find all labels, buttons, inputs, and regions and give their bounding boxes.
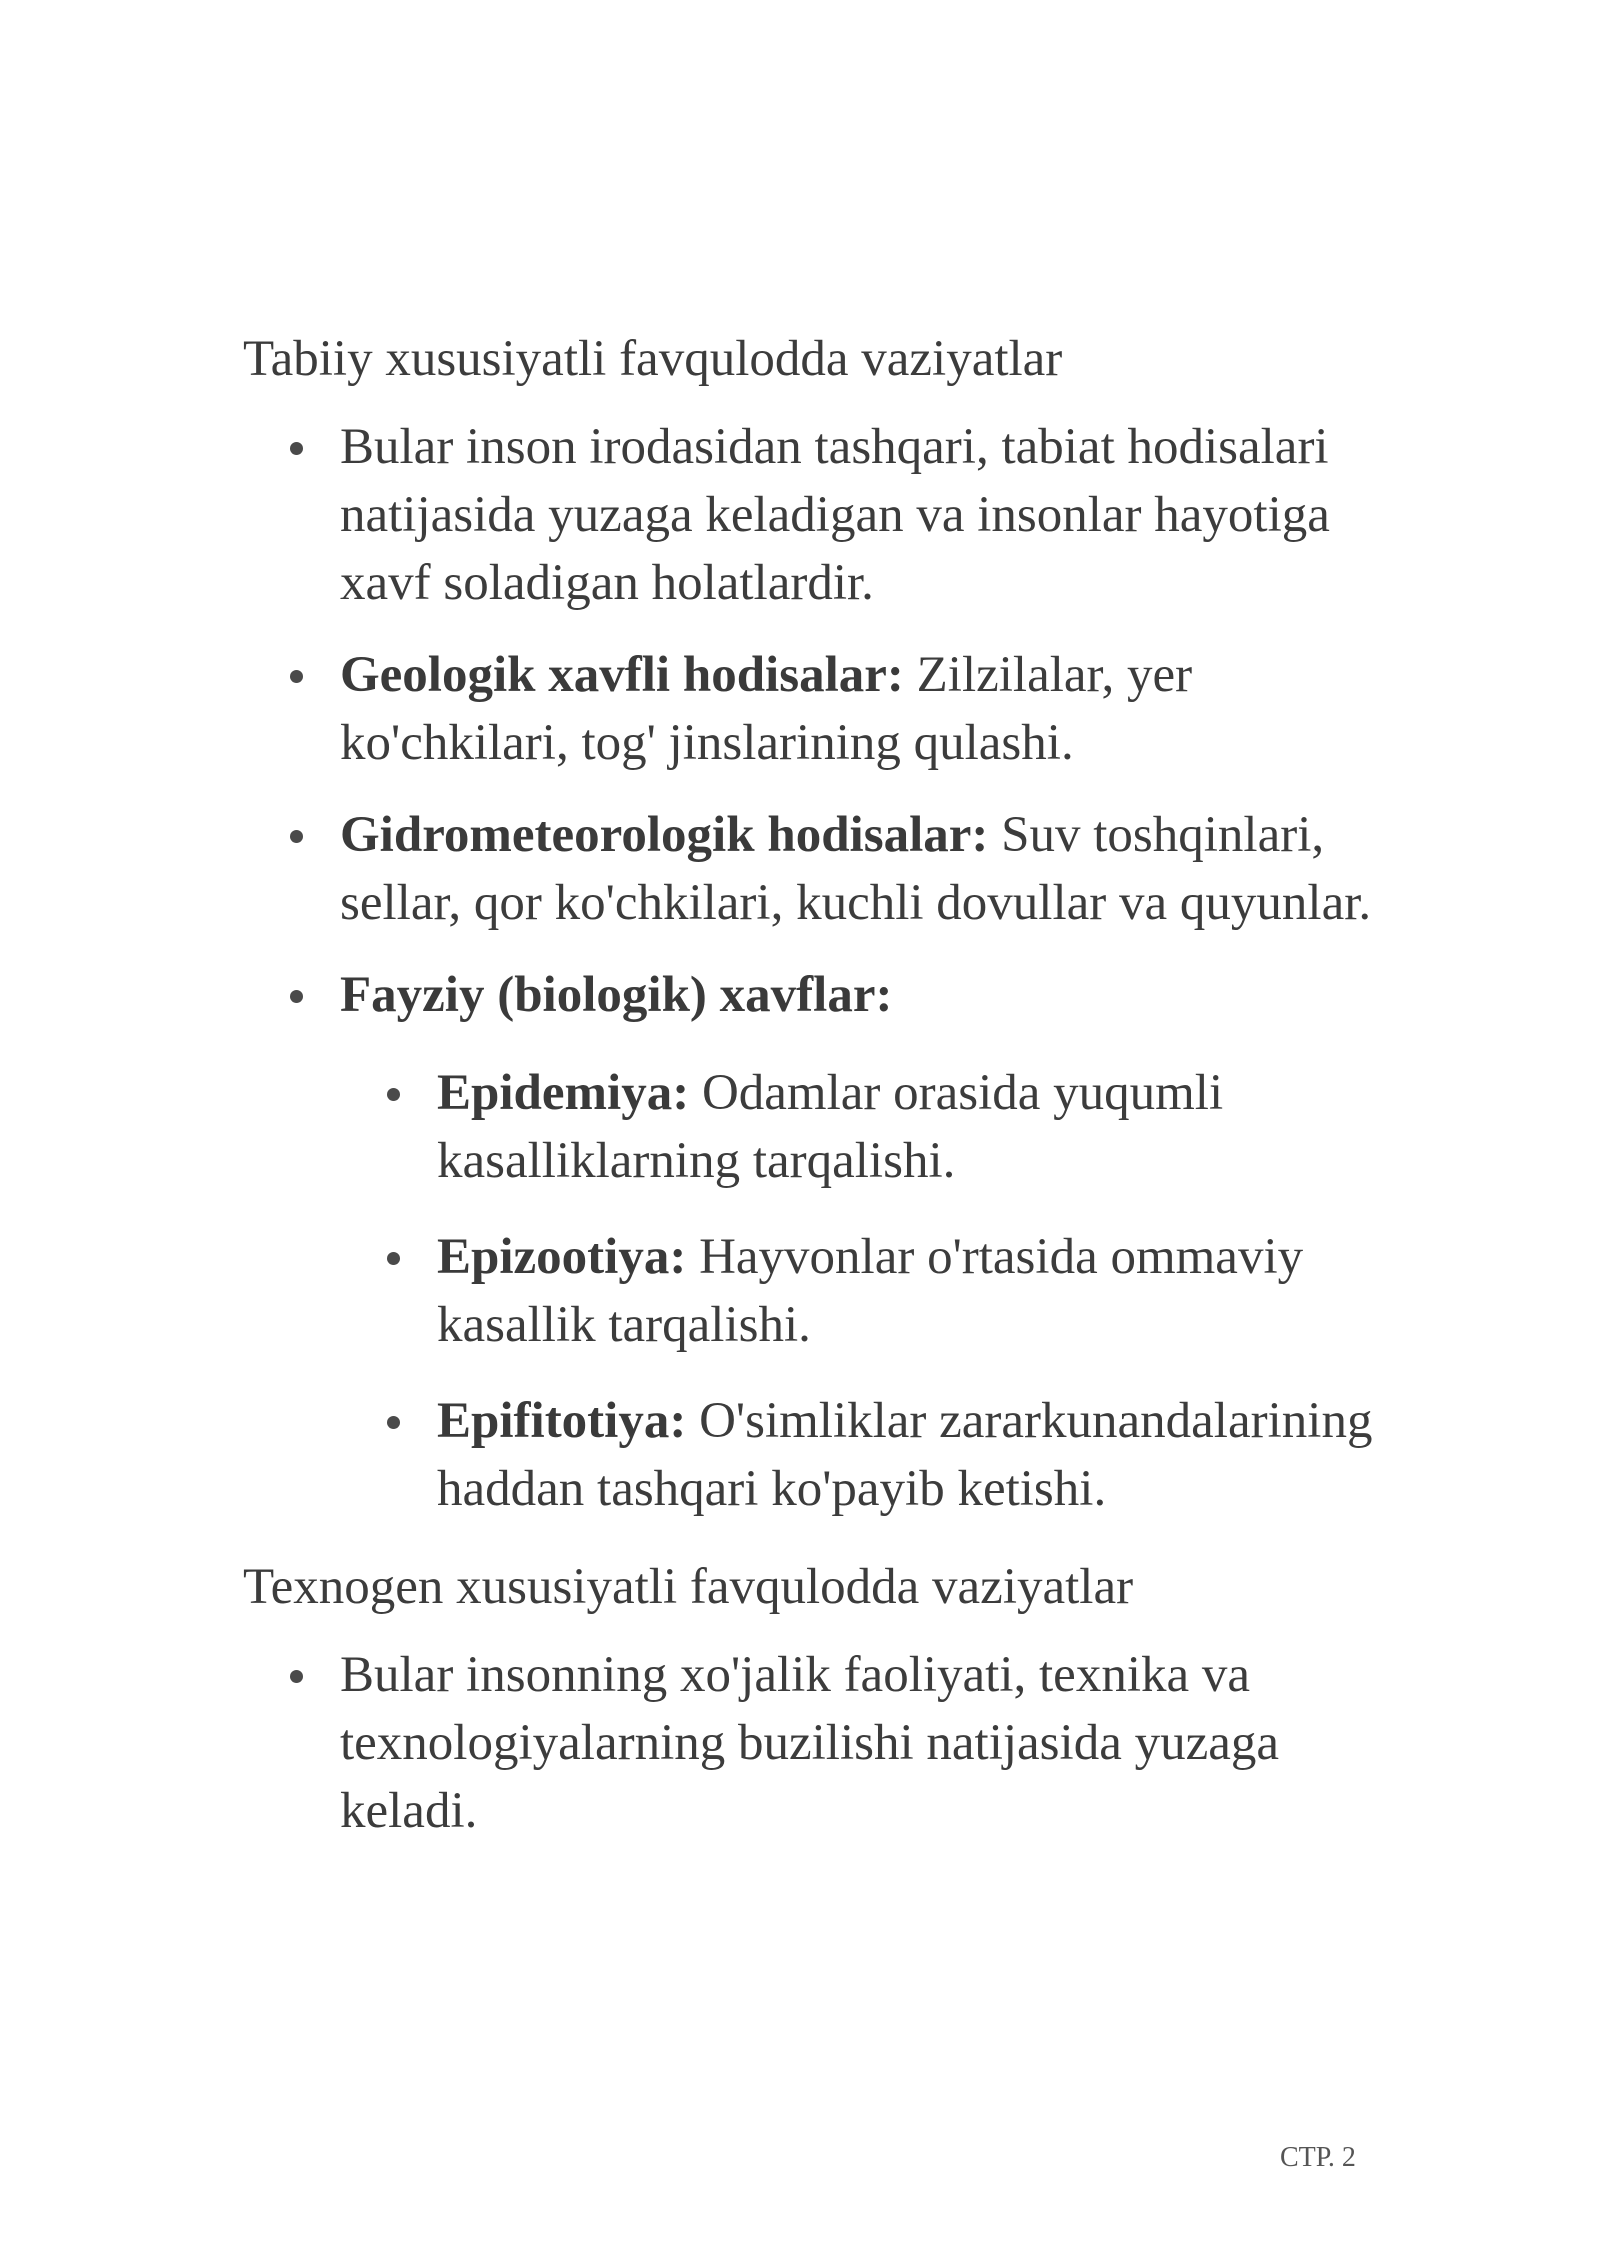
section-heading-technogenic: Texnogen xususiyatli favqulodda vaziyatlar	[243, 1559, 1134, 1615]
list-item-term: Epizootiya:	[437, 1229, 687, 1285]
bullet-icon	[290, 442, 303, 455]
list-item	[340, 413, 1393, 617]
bullet-icon	[290, 990, 303, 1003]
section-heading-natural: Tabiiy xususiyatli favqulodda vaziyatlar	[243, 331, 1063, 387]
sub-list-item	[437, 1223, 1393, 1359]
list-item-text: O'simliklar zararkunandalarining haddan tashqari ko'payib ketishi.	[437, 1393, 1373, 1517]
bullet-icon	[387, 1252, 400, 1265]
bullet-icon	[290, 670, 303, 683]
page-number: СТР. 2	[1280, 2142, 1356, 2173]
biological-sub-list	[437, 1059, 1393, 1523]
list-item-text: Suv toshqinlari, sellar, qor ko'chkilari, kuchli dovullar va quyunlar.	[340, 807, 1372, 931]
list-item	[340, 801, 1393, 937]
bullet-icon	[290, 830, 303, 843]
list-item-term: Epifitotiya:	[437, 1393, 687, 1449]
list-item	[340, 1641, 1393, 1845]
list-item-term: Geologik xavfli hodisalar:	[340, 647, 904, 703]
list-item-text: Odamlar orasida yuqumli kasalliklarning tarqalishi.	[437, 1065, 1224, 1189]
list-item-text: Zilzilalar, yer ko'chkilari, tog' jinslarining qulashi.	[340, 647, 1193, 771]
technogenic-bullet-list	[340, 1641, 1393, 1845]
list-item	[340, 641, 1393, 777]
bullet-icon	[387, 1416, 400, 1429]
page-content	[243, 325, 1393, 1845]
list-item-term: Epidemiya:	[437, 1065, 690, 1121]
list-item-term: Gidrometeorologik hodisalar:	[340, 807, 989, 863]
sub-list-item	[437, 1387, 1393, 1523]
bullet-icon	[290, 1670, 303, 1683]
list-item	[340, 961, 1393, 1523]
natural-bullet-list	[340, 413, 1393, 1523]
list-item-text: Bular insonning xo'jalik faoliyati, texnika va texnologiyalarning buzilishi natijasida yuzaga keladi.	[340, 1647, 1279, 1839]
list-item-text: Bular inson irodasidan tashqari, tabiat hodisalari natijasida yuzaga keladigan va insonlar hayotiga xavf soladigan holatlardir.	[340, 419, 1330, 611]
sub-list-item	[437, 1059, 1393, 1195]
list-item-term: Fayziy (biologik) xavflar:	[340, 967, 893, 1023]
bullet-icon	[387, 1088, 400, 1101]
list-item-text: Hayvonlar o'rtasida ommaviy kasallik tarqalishi.	[437, 1229, 1304, 1353]
